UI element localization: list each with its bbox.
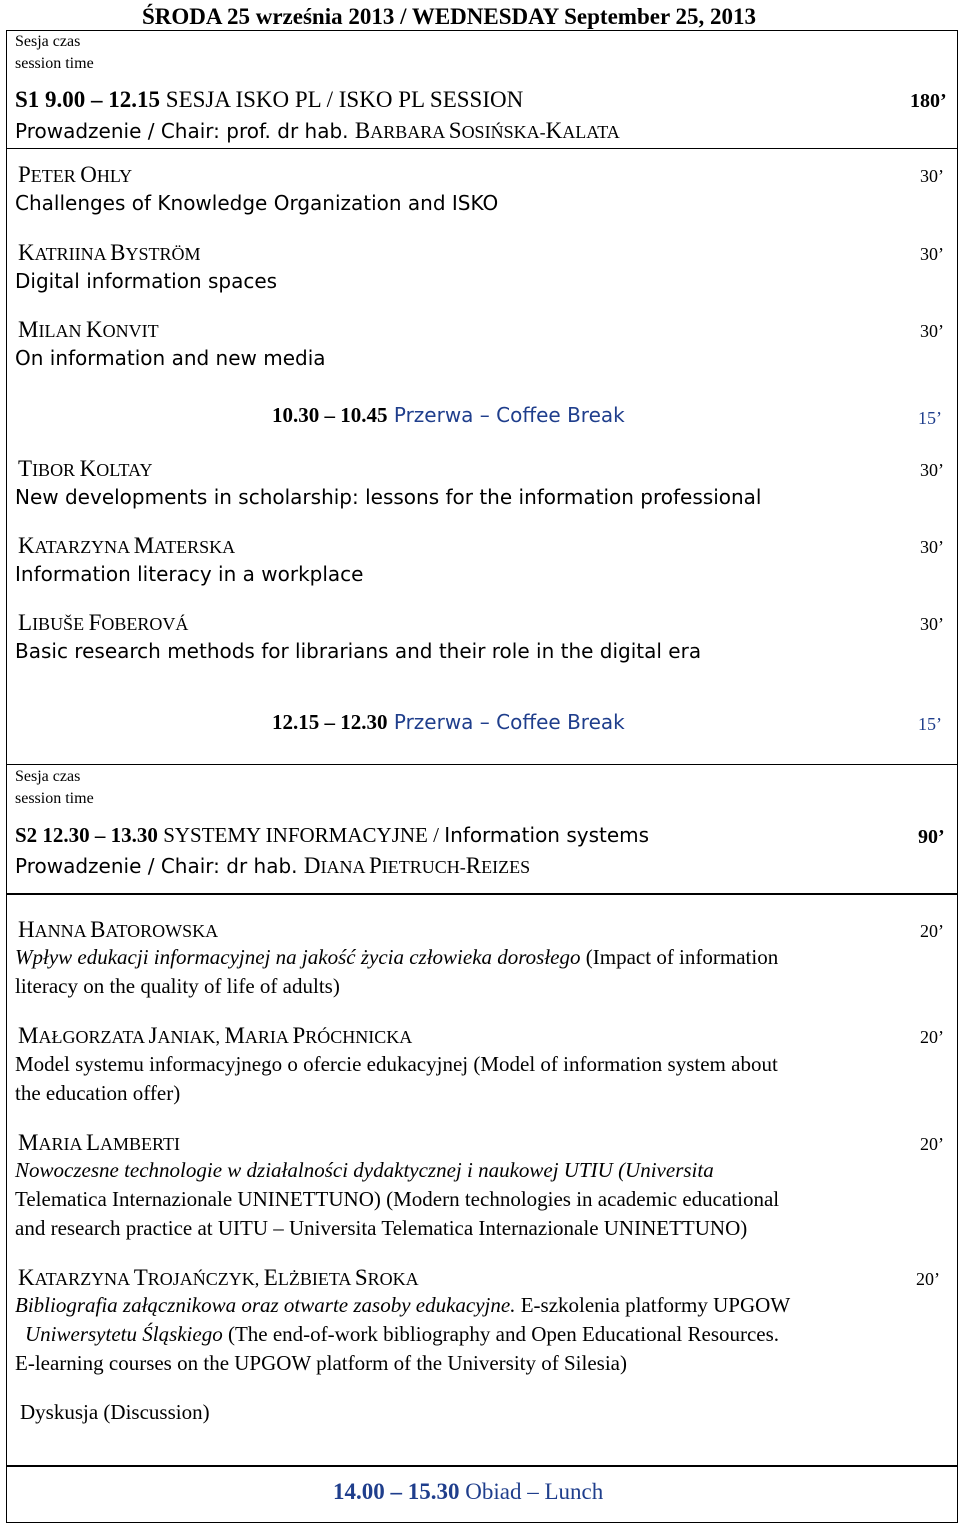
chair-name: BARBARA SOSIŃSKA-KALATA [354, 118, 620, 143]
session-time-label-en: session time [15, 790, 94, 807]
talk-title-line: Model systemu informacyjnego o ofercie edukacyjnej (Model of information system about [15, 1052, 778, 1076]
talk-title [15, 945, 778, 970]
break-duration: 15’ [918, 408, 942, 428]
session-1-heading [15, 87, 523, 113]
page-title: ŚRODA 25 września 2013 / WEDNESDAY September 25, 2013 [142, 4, 757, 29]
talk-title-pl: Wpływ edukacji informacyjnej na jakość życia człowieka dorosłego [15, 945, 581, 969]
speaker-name: PETER OHLY [18, 162, 133, 187]
chair-name: DIANA PIETRUCH-REIZES [303, 853, 531, 878]
session-2-code: S2 12.30 – 13.30 [15, 823, 164, 847]
break-time: 10.30 – 10.45 [272, 403, 388, 427]
talk-title [15, 1293, 790, 1318]
speaker-name: MILAN KONVIT [18, 317, 159, 342]
talk-title: Challenges of Knowledge Organization and ISKO [15, 191, 499, 215]
session-2-heading [15, 823, 649, 848]
session-2-duration: 90’ [918, 826, 945, 848]
talk-duration: 20’ [920, 1027, 944, 1047]
talk-duration: 30’ [920, 166, 944, 186]
talk-duration: 30’ [920, 321, 944, 341]
talk-duration: 20’ [916, 1269, 940, 1289]
speaker-name: KATARZYNA TROJAŃCZYK, ELŻBIETA SROKA [18, 1265, 419, 1290]
coffee-break [272, 403, 625, 428]
break-time: 12.15 – 12.30 [272, 710, 388, 734]
talk-duration: 30’ [920, 460, 944, 480]
talk-duration: 20’ [920, 921, 944, 941]
talk-title-line: literacy on the quality of life of adults) [15, 974, 340, 998]
talk-title: Basic research methods for librarians and their role in the digital era [15, 639, 702, 663]
speaker-name: HANNA BATOROWSKA [18, 917, 219, 942]
talk-title-line: Nowoczesne technologie w działalności dydaktycznej i naukowej UTIU (Universita [15, 1158, 714, 1182]
chair-prefix: Prowadzenie / Chair: prof. dr hab. [15, 119, 355, 143]
talk-title: On information and new media [15, 346, 326, 370]
speaker-name: TIBOR KOLTAY [18, 456, 153, 481]
talk-title [25, 1322, 779, 1347]
speaker-name: MARIA LAMBERTI [18, 1130, 180, 1155]
session-2-title-en: Information systems [444, 823, 650, 847]
lunch-label: Obiad – Lunch [459, 1479, 604, 1504]
chair-prefix: Prowadzenie / Chair: dr hab. [15, 854, 304, 878]
session-2-title-pl: SYSTEMY INFORMACYJNE / [163, 823, 445, 847]
speaker-name: KATARZYNA MATERSKA [18, 533, 236, 558]
session-1-divider [6, 148, 958, 149]
talk-title-line: and research practice at UITU – Universita Telematica Internazionale UNINETTUNO) [15, 1216, 748, 1240]
discussion-label: Dyskusja (Discussion) [20, 1400, 210, 1424]
break-duration: 15’ [918, 714, 942, 734]
session-1-duration: 180’ [910, 90, 947, 112]
session-time-label-en: session time [15, 55, 94, 72]
talk-title-pl: Uniwersytetu Śląskiego [25, 1322, 223, 1346]
talk-title-en: E-szkolenia platformy UPGOW [515, 1293, 791, 1317]
talk-title-en: (The end-of-work bibliography and Open Educational Resources. [222, 1322, 780, 1346]
talk-title-pl: Bibliografia załącznikowa oraz otwarte zasoby edukacyjne. [15, 1293, 516, 1317]
talk-title: Information literacy in a workplace [15, 562, 364, 586]
break-label: Przerwa – Coffee Break [387, 710, 625, 734]
talk-title-line: Telematica Internazionale UNINETTUNO) (Modern technologies in academic educational [15, 1187, 780, 1211]
speaker-name: KATRIINA BYSTRÖM [18, 240, 201, 265]
session-1-code: S1 9.00 – 12.15 [15, 87, 166, 112]
break-label: Przerwa – Coffee Break [387, 403, 625, 427]
talk-duration: 30’ [920, 244, 944, 264]
speaker-name: LIBUŠE FOBEROVÁ [18, 610, 189, 635]
session-time-label: Sesja czas [15, 33, 81, 50]
talk-duration: 30’ [920, 614, 944, 634]
coffee-break [272, 710, 625, 735]
session-1-bottom-divider [6, 764, 958, 765]
session-time-label: Sesja czas [15, 768, 81, 785]
lunch-row [333, 1479, 603, 1505]
talk-title: Digital information spaces [15, 269, 278, 293]
session-1-title: SESJA ISKO PL / ISKO PL SESSION [165, 87, 524, 112]
talk-title-line: the education offer) [15, 1081, 181, 1105]
session-1-chair [15, 118, 620, 144]
session-2-chair [15, 853, 530, 879]
talk-title-line: E-learning courses on the UPGOW platform of the University of Silesia) [15, 1351, 627, 1375]
talk-duration: 20’ [920, 1134, 944, 1154]
talk-title: New developments in scholarship: lessons for the information professional [15, 485, 762, 509]
speaker-name: MAŁGORZATA JANIAK, MARIA PRÓCHNICKA [18, 1023, 413, 1048]
talk-duration: 30’ [920, 537, 944, 557]
lunch-time: 14.00 – 15.30 [333, 1479, 460, 1504]
talk-title-en: (Impact of information [580, 945, 779, 969]
